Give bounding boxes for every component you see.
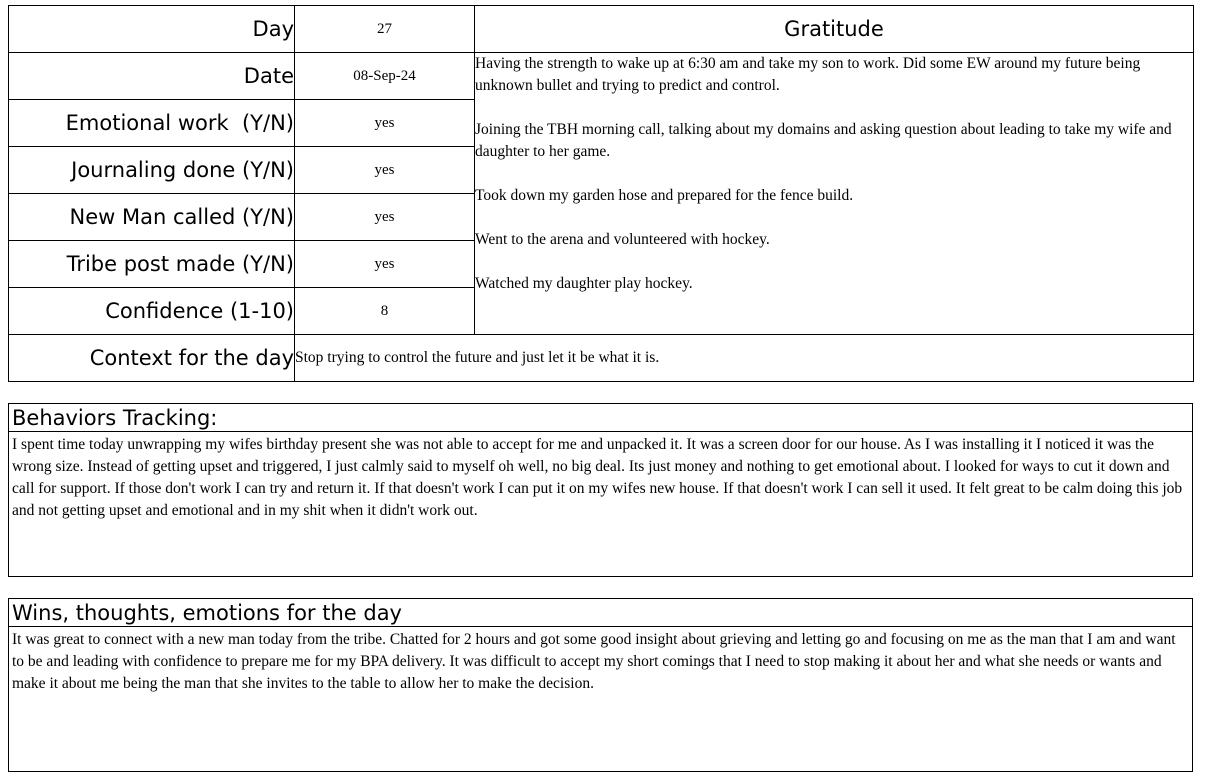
gratitude-heading: Gratitude <box>475 6 1194 53</box>
day-label: Day <box>9 6 295 53</box>
confidence-value: 8 <box>295 288 475 335</box>
context-label: Context for the day <box>9 335 295 382</box>
confidence-label: Confidence (1-10) <box>9 288 295 335</box>
emotional-work-value: yes <box>295 100 475 147</box>
gratitude-entry: Watched my daughter play hockey. <box>475 275 693 292</box>
daily-log-table <box>8 5 1194 382</box>
date-label: Date <box>9 53 295 100</box>
tribe-post-label: Tribe post made (Y/N) <box>9 241 295 288</box>
gratitude-entry: Went to the arena and volunteered with hockey. <box>475 231 770 248</box>
row-day <box>9 6 1194 53</box>
new-man-called-label: New Man called (Y/N) <box>9 194 295 241</box>
emotional-work-label: Emotional work (Y/N) <box>9 100 295 147</box>
gratitude-entry: Having the strength to wake up at 6:30 am and take my son to work. Did some EW around my future being unknown bullet and trying to predict and control. <box>475 55 1141 94</box>
journaling-value: yes <box>295 147 475 194</box>
behaviors-heading: Behaviors Tracking: <box>9 404 1192 432</box>
gratitude-entry: Took down my garden hose and prepared for the fence build. <box>475 187 854 204</box>
wins-section <box>8 598 1193 772</box>
day-value: 27 <box>295 6 475 53</box>
behaviors-text: I spent time today unwrapping my wifes birthday present she was not able to accept for me and unpacked it. It was a screen door for our house. As I was installing it I noticed it was the wrong size. Instead of getting upset and triggered, I just calmly said to myself oh well, no big deal. Its just money and nothing to get emotional about. I looked for ways to cut it down and call for support. If those don't work I can try and return it. If that doesn't work I can put it on my wifes new house. If that doesn't work I can sell it used. It felt great to be calm doing this job and not getting upset and emotional and in my shit when it didn't work out. <box>12 436 1183 519</box>
gratitude-list <box>475 53 1194 335</box>
wins-heading: Wins, thoughts, emotions for the day <box>9 599 1192 627</box>
row-context <box>9 335 1194 382</box>
tribe-post-value: yes <box>295 241 475 288</box>
row-date <box>9 53 1194 100</box>
date-value: 08-Sep-24 <box>295 53 475 100</box>
new-man-called-value: yes <box>295 194 475 241</box>
wins-text: It was great to connect with a new man today from the tribe. Chatted for 2 hours and got some good insight about grieving and letting go and focusing on me as the man that I am and want to be and leading with confidence to prepare me for my BPA delivery. It was difficult to accept my short comings that I need to stop making it about her and what she needs or wants and make it about me being the man that she invites to the table to allow her to make the decision. <box>12 631 1176 692</box>
journaling-label: Journaling done (Y/N) <box>9 147 295 194</box>
context-value: Stop trying to control the future and just let it be what it is. <box>295 335 1194 382</box>
behaviors-section <box>8 403 1193 577</box>
gratitude-entry: Joining the TBH morning call, talking about my domains and asking question about leading to take my wife and daughter to her game. <box>475 121 1172 160</box>
